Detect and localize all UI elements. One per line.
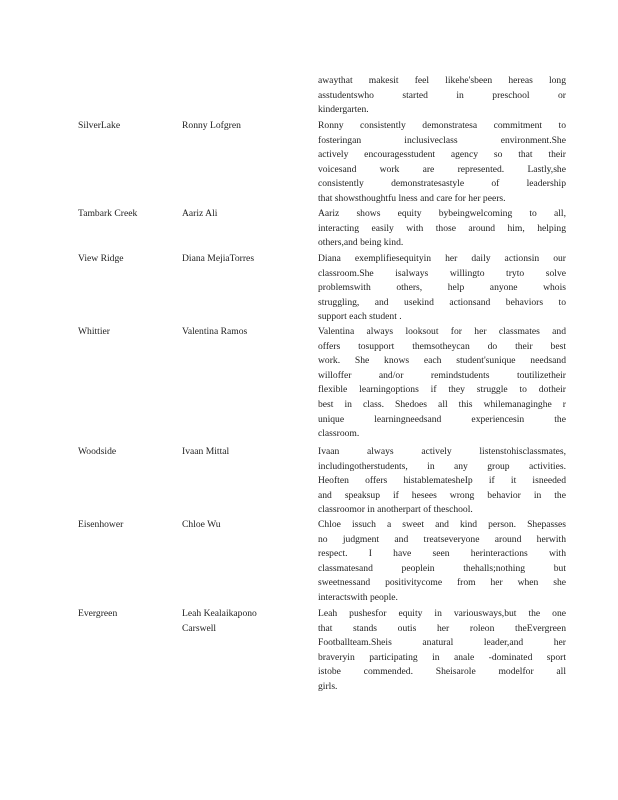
student-description-line: classroom.She isalways willingto tryto solve [318,267,566,279]
student-description [318,252,566,325]
student-name [182,445,307,460]
student-description-line: girls. [318,680,338,692]
student-name [182,518,307,533]
student-description-line: struggling, and usekind actionsand behaviors to [318,296,566,308]
student-description-line: fosteringan inclusiveclass environment.She [318,134,566,146]
student-description-line: support each student . [318,311,402,323]
student-description-line: consistently demonstratesastyle of leadership [318,178,566,190]
student-description-line: Aariz shows equity bybeingwelcoming to all, [318,208,566,219]
student-description-line: istobe commended. Sheisarole modelfor all [318,666,566,678]
student-description-line: Diana exemplifiesequityin her daily actionsin our [318,253,566,264]
school-name [78,119,176,134]
student-name [182,607,307,636]
school-name [78,207,176,222]
student-description-line: others,and being kind. [318,237,404,249]
student-description-line: best in class. Shedoes all this whilemanaginghe r [318,398,566,410]
student-description-line: voicesand work are represented. Lastly,she [318,163,566,175]
school-name [78,445,176,460]
student-description [318,119,566,207]
student-name [182,325,307,340]
student-name [182,207,307,222]
student-name-line: Chloe Wu [182,519,221,530]
school-name [78,607,176,622]
student-description-line: respect. I have seen herinteractions with [318,548,566,560]
student-description-line: awaythat makesit feel likehe'sbeen hereas long [318,75,566,86]
student-description-line: that stands outis her roleon theEvergreen [318,622,566,634]
school-name [78,252,176,267]
student-description-line: flexible learningoptions if they struggle to dotheir [318,384,566,396]
student-description-line: asstudentswho started in preschool or [318,89,566,101]
school-name-line: SilverLake [78,120,121,131]
student-description-line: sweetnessand positivitycome from her when she [318,577,566,589]
student-description-line: classroomor in anotherpart of theschool. [318,504,473,516]
student-description-line: braveryin participating in anale -dominated sport [318,651,566,663]
student-name-line: Ivaan Mittal [182,446,230,457]
student-description-line: classmatesand peoplein thehalls;nothing but [318,562,566,574]
student-name [182,252,307,267]
student-description [318,325,566,442]
student-description [318,445,566,518]
student-description-line: Valentina always looksout for her classmates and [318,326,566,337]
student-description-line: Chloe issuch a sweet and kind person. Shepasses [318,519,566,530]
student-name-line: Ronny Lofgren [182,120,241,131]
school-name [78,325,176,340]
school-name [78,518,176,533]
school-name-line: View Ridge [78,253,124,264]
student-name-line: Carswell [182,622,217,634]
student-description-line: Ronny consistently demonstratesa commitment to [318,120,566,131]
student-description-line: interactswith people. [318,591,398,603]
student-description-line: includingotherstudents, in any group activities. [318,460,566,472]
student-description-line: actively encouragesstudent agency so that their [318,149,566,161]
school-name-line: Eisenhower [78,519,124,530]
student-description-line: interacting easily with those around him, helping [318,222,566,234]
student-description-line: and speaksup if hesees wrong behavior in the [318,489,566,501]
student-description-line: offers tosupport themsotheycan do their best [318,340,566,352]
student-description-line: Heoften offers histablematesheIp if it isneeded [318,475,566,487]
school-name-line: Whittier [78,326,110,337]
student-description-line: unique learningneedsand experiencesin the [318,413,566,425]
student-description-line: Ivaan always actively listenstohisclassmates, [318,446,566,457]
student-description [318,518,566,606]
student-description-line: Footballteam.Sheis anatural leader,and her [318,637,566,649]
student-name [182,119,307,134]
student-description-line: work. She knows each student'sunique needsand [318,355,566,367]
student-description [318,607,566,695]
student-description-line: kindergarten. [318,104,369,116]
school-name-line: Woodside [78,446,117,457]
student-description [318,74,566,118]
student-description-line: no judgment and treatseveryone around herwith [318,533,566,545]
student-description-line: willoffer and/or remindstudents toutilizetheir [318,369,566,381]
school-name-line: Tambark Creek [78,208,138,219]
student-description-line: classroom. [318,428,360,440]
student-description-line: Leah pushesfor equity in variousways,but the one [318,608,566,619]
student-description-line: that showsthoughtfu lness and care for her peers. [318,192,506,204]
school-name-line: Evergreen [78,608,118,619]
student-name-line: Diana MejiaTorres [182,253,255,264]
student-description [318,207,566,251]
student-name-line: Valentina Ramos [182,326,248,337]
student-name-line: Leah Kealaikapono [182,608,257,619]
student-name-line: Aariz Ali [182,208,218,219]
student-description-line: problemswith others, help anyone whois [318,282,566,294]
